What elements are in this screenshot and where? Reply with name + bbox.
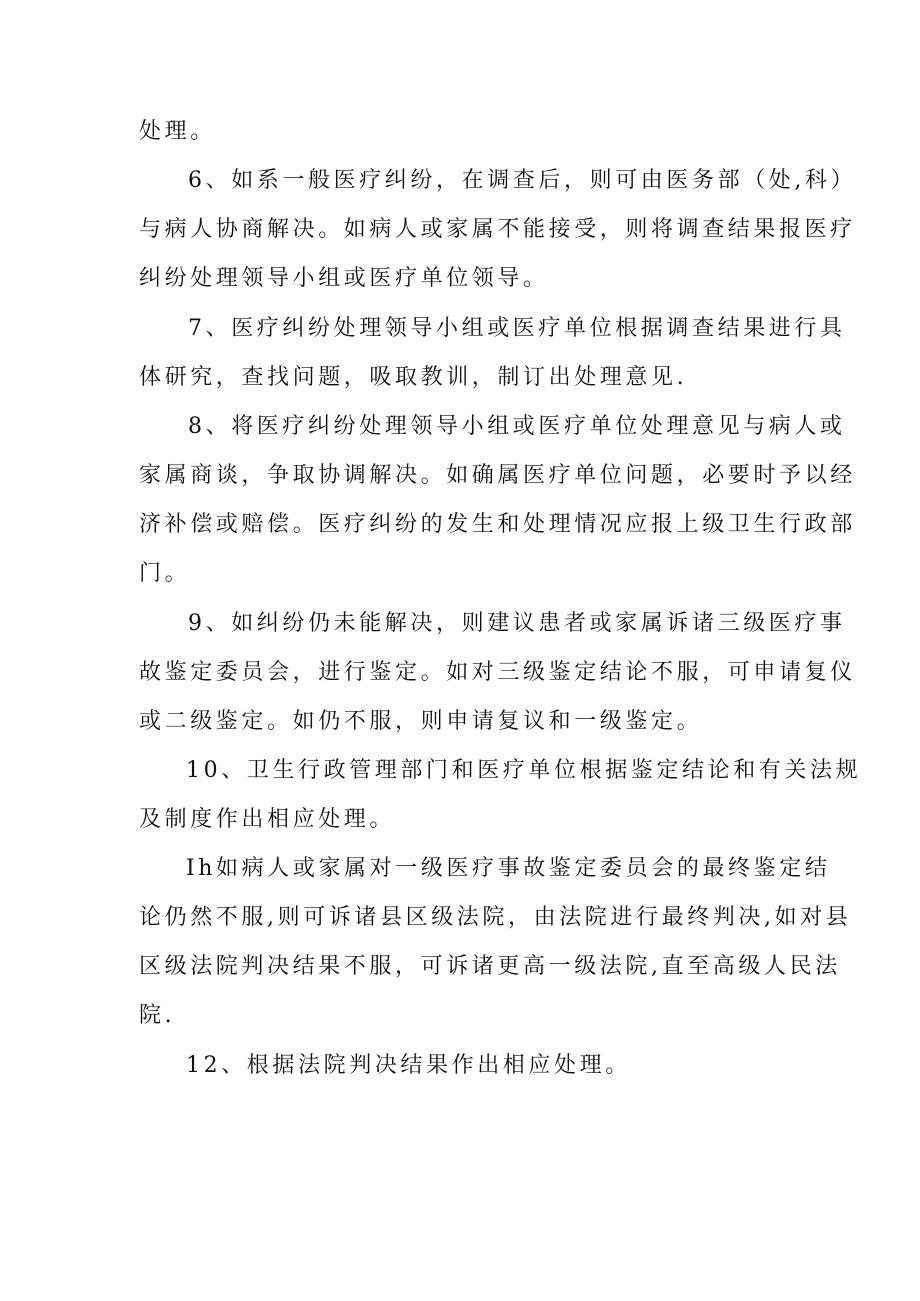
- text-line: 区级法院判决结果不服，可诉诸更高一级法院,直至高级人民法: [139, 954, 841, 979]
- text-line: 8、将医疗纠纷处理领导小组或医疗单位处理意见与病人或: [188, 414, 846, 439]
- text-line: 6、如系一般医疗纠纷，在调查后，则可由医务部（处,科）: [188, 168, 857, 193]
- text-line: 12、根据法院判决结果作出相应处理。: [186, 1053, 631, 1078]
- text-line: 与病人协商解决。如病人或家属不能接受，则将调查结果报医疗: [139, 217, 856, 242]
- text-line: 体研究，查找问题，吸取教训，制订出处理意见.: [139, 365, 688, 390]
- text-line: 故鉴定委员会，进行鉴定。如对三级鉴定结论不服，可申请复仪: [139, 660, 856, 685]
- text-line: 处理。: [139, 119, 216, 144]
- text-line: 10、卫生行政管理部门和医疗单位根据鉴定结论和有关法规: [186, 758, 862, 783]
- text-line: 纠纷处理领导小组或医疗单位领导。: [139, 266, 549, 291]
- text-line: 济补偿或赔偿。医疗纠纷的发生和处理情况应报上级卫生行政部: [139, 512, 856, 537]
- text-line: Ih如病人或家属对一级医疗事故鉴定委员会的最终鉴定结: [186, 856, 831, 881]
- text-line: 门。: [139, 561, 191, 586]
- text-line: 及制度作出相应处理。: [139, 807, 396, 832]
- text-line: 9、如纠纷仍未能解决，则建议患者或家属诉诸三级医疗事: [188, 611, 846, 636]
- text-line: 家属商谈，争取协调解决。如确属医疗单位问题，必要时予以经: [139, 463, 856, 488]
- text-line: 论仍然不服,则可诉诸县区级法院，由法院进行最终判决,如对县: [139, 905, 852, 930]
- text-line: 院.: [139, 1003, 176, 1028]
- text-line: 或二级鉴定。如仍不服，则申请复议和一级鉴定。: [139, 709, 703, 734]
- text-line: 7、医疗纠纷处理领导小组或医疗单位根据调查结果进行具: [188, 316, 846, 341]
